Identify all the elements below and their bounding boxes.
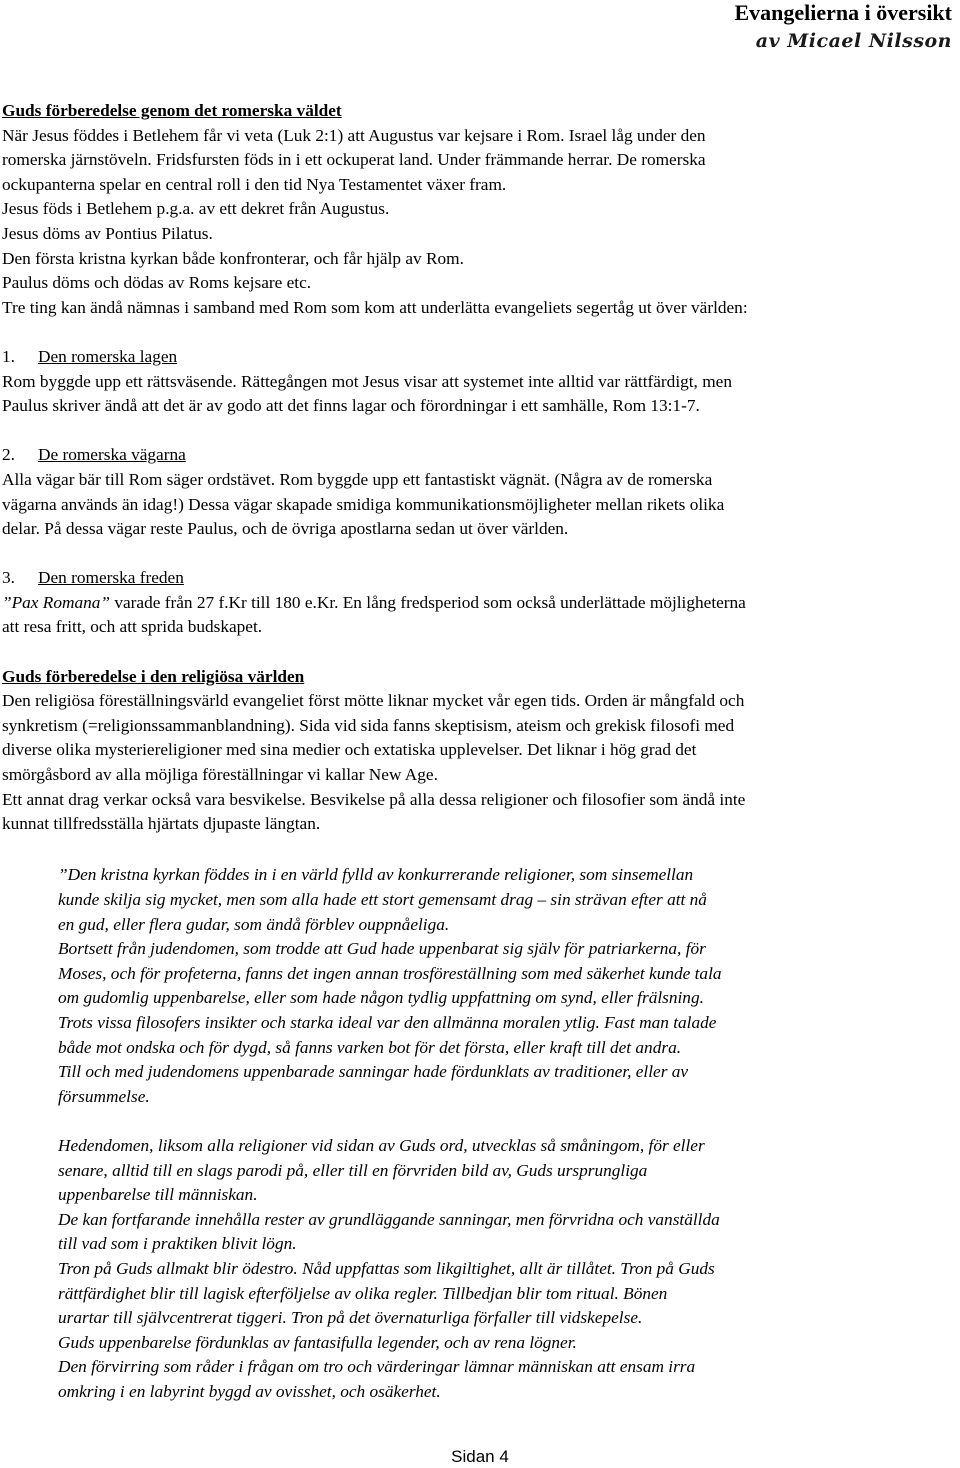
paragraph-line: diverse olika mysteriereligioner med sina medier och extatiska upplevelser. Det liknar i hög grad det xyxy=(2,740,697,760)
quote-line: ”Den kristna kyrkan föddes in i en värld fylld av konkurrerande religioner, som sinsemellan xyxy=(58,865,694,885)
paragraph-line: smörgåsbord av alla möjliga föreställningar vi kallar New Age. xyxy=(2,765,438,785)
quote-line: omkring i en labyrint byggd av ovisshet, och osäkerhet. xyxy=(58,1381,441,1401)
quote-line: Guds uppenbarelse fördunklas av fantasifulla legender, och av rena lögner. xyxy=(58,1332,577,1352)
paragraph-line: Alla vägar bär till Rom säger ordstävet. Rom byggde upp ett fantastiskt vägnät. (Några av de romerska xyxy=(2,469,713,489)
quote-line: Den förvirring som råder i frågan om tro och värderingar lämnar människan att ensam irra xyxy=(58,1357,696,1377)
paragraph-line xyxy=(2,591,952,616)
paragraph-line: delar. På dessa vägar reste Paulus, och de övriga apostlarna sedan ut över världen. xyxy=(2,519,569,539)
list-number: 1. xyxy=(2,346,15,366)
pax-romana-term: ”Pax Romana” xyxy=(2,592,111,612)
quote-line: uppenbarelse till människan. xyxy=(58,1185,258,1205)
paragraph-line: Jesus föds i Betlehem p.g.a. av ett dekret från Augustus. xyxy=(2,199,390,219)
list-number: 2. xyxy=(2,445,15,465)
section-heading-religious: Guds förberedelse i den religiösa världen xyxy=(2,666,305,686)
paragraph-line: Ett annat drag verkar också vara besvikelse. Besvikelse på alla dessa religioner och filosofier som ändå inte xyxy=(2,789,746,809)
list-item-title: Den romerska lagen xyxy=(38,346,178,366)
quote-line: en gud, eller flera gudar, som ändå förblev ouppnåeliga. xyxy=(58,914,450,934)
quote-line: Tron på Guds allmakt blir ödestro. Nåd uppfattas som likgiltighet, allt är tillåtet. Tron på Guds xyxy=(58,1258,715,1278)
paragraph-line: Den första kristna kyrkan både konfronterar, och får hjälp av Rom. xyxy=(2,248,464,268)
quote-line: kunde skilja sig mycket, men som alla hade ett stort gemensamt drag – sin strävan efter att nå xyxy=(58,890,707,909)
quote-line: rättfärdighet blir till lagisk efterföljelse av olika regler. Tillbedjan blir tom ritual. Bönen xyxy=(58,1283,668,1303)
document-title: Evangelierna i översikt xyxy=(734,0,952,25)
quote-line: Bortsett från judendomen, som trodde att Gud hade uppenbarat sig själv för patriarkerna, för xyxy=(58,939,706,959)
paragraph-text: varade från 27 f.Kr till 180 e.Kr. En lång fredsperiod som också underlättade möjligheterna xyxy=(110,592,746,612)
paragraph-line: ockupanterna spelar en central roll i den tid Nya Testamentet växer fram. xyxy=(2,174,507,194)
quote-line: till vad som i praktiken blivit lögn. xyxy=(58,1234,297,1254)
quote-line: både mot ondska och för dygd, så fanns varken bot för det första, eller kraft till det andra. xyxy=(58,1037,682,1057)
quote-line: om gudomlig uppenbarelse, eller som hade någon tydlig uppfattning om synd, eller frälsning. xyxy=(58,988,704,1008)
list-item-heading-peace xyxy=(2,566,952,591)
paragraph-line: Rom byggde upp ett rättsväsende. Rättegången mot Jesus visar att systemet inte alltid var rättfärdigt, men xyxy=(2,371,732,391)
quote-line: Hedendomen, liksom alla religioner vid sidan av Guds ord, utvecklas så småningom, för eller xyxy=(58,1135,705,1155)
paragraph-line: Tre ting kan ändå nämnas i samband med Rom som kom att underlätta evangeliets segertåg ut över världen: xyxy=(2,297,748,317)
list-item-heading-law xyxy=(2,345,952,370)
quote-line: Till och med judendomens uppenbarade sanningar hade fördunklats av traditioner, eller av xyxy=(58,1062,689,1082)
paragraph-line: romerska järnstöveln. Fridsfursten föds in i ett ockuperat land. Under främmande herrar. De romerska xyxy=(2,150,706,170)
author-name: av Micael Nilsson xyxy=(755,30,952,52)
paragraph-line: Paulus skriver ändå att det är av godo att det finns lagar och förordningar i ett samhälle, Rom 13:1-7. xyxy=(2,396,700,416)
paragraph-line: kunnat tillfredsställa hjärtats djupaste längtan. xyxy=(2,814,321,834)
paragraph-line: Paulus döms och dödas av Roms kejsare etc. xyxy=(2,273,312,293)
paragraph-line: Den religiösa föreställningsvärld evangeliet först mötte liknar mycket vår egen tids. Orden är mångfald och xyxy=(2,691,745,711)
quote-line: De kan fortfarande innehålla rester av grundläggande sanningar, men förvridna och vanställda xyxy=(58,1209,720,1229)
paragraph-line: synkretism (=religionssammanblandning). Sida vid sida fanns skeptisism, ateism och grekisk filosofi med xyxy=(2,715,735,735)
list-item-title: Den romerska freden xyxy=(38,568,184,588)
paragraph-line: När Jesus föddes i Betlehem får vi veta (Luk 2:1) att Augustus var kejsare i Rom. Israel låg under den xyxy=(2,125,706,145)
quote-line: urartar till självcentrerat tiggeri. Tron på det övernaturliga förfaller till vidskepelse. xyxy=(58,1308,643,1328)
paragraph-line: att resa fritt, och att sprida budskapet. xyxy=(2,617,263,637)
list-item-title: De romerska vägarna xyxy=(38,445,186,465)
paragraph-line: vägarna används än idag!) Dessa vägar skapade smidiga kommunikationsmöjligheter mellan rikets olika xyxy=(2,494,725,514)
quote-line: försummelse. xyxy=(58,1086,150,1106)
quote-line: Trots vissa filosofers insikter och starka ideal var den allmänna moralen ytlig. Fast man talade xyxy=(58,1012,717,1032)
list-item-heading-roads xyxy=(2,443,952,468)
page-content xyxy=(2,99,952,1404)
block-quote-1 xyxy=(58,863,898,1404)
page-number: Sidan 4 xyxy=(451,1447,509,1466)
section-heading-roman: Guds förberedelse genom det romerska väldet xyxy=(2,101,342,120)
quote-line: senare, alltid till en slags parodi på, eller till en förvriden bild av, Guds ursprungliga xyxy=(58,1160,648,1180)
page-header xyxy=(734,0,952,52)
quote-line: Moses, och för profeterna, fanns det ingen annan trosföreställning som med säkerhet kunde tala xyxy=(58,963,722,983)
list-number: 3. xyxy=(2,568,15,588)
paragraph-line: Jesus döms av Pontius Pilatus. xyxy=(2,223,213,243)
